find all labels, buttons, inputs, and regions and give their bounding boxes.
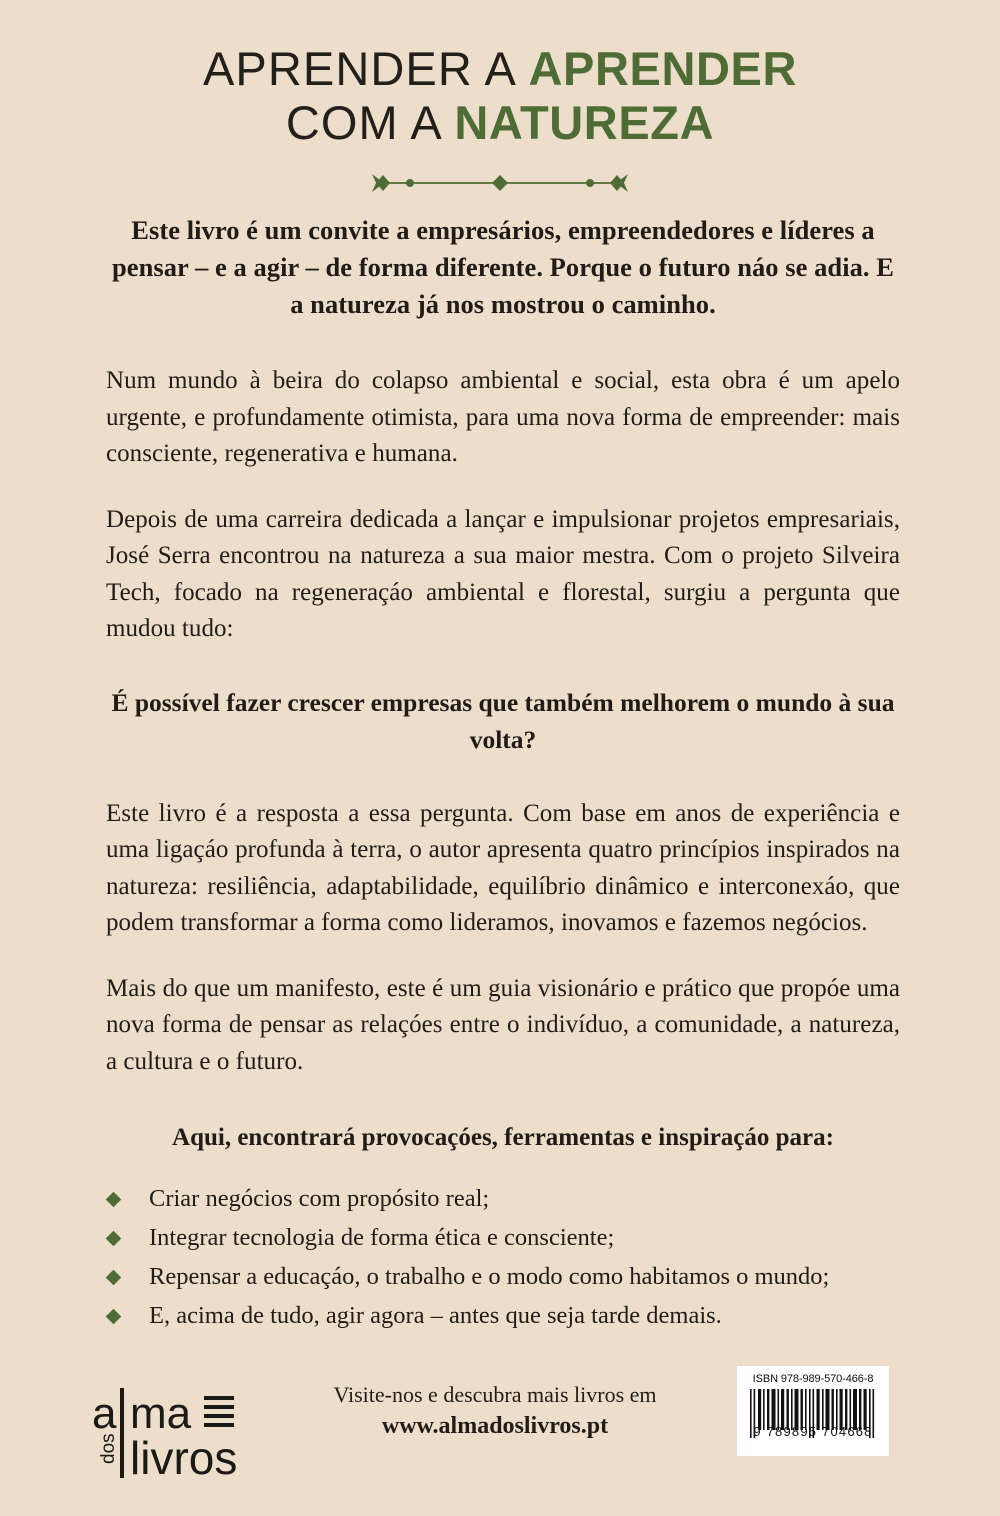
svg-text:a: a bbox=[92, 1389, 117, 1438]
list-item bbox=[106, 1181, 900, 1217]
diamond-bullet-icon bbox=[106, 1192, 122, 1208]
ornament-divider-icon bbox=[370, 170, 630, 196]
benefits-list bbox=[106, 1181, 900, 1334]
book-title bbox=[0, 44, 1000, 148]
body-paragraph-3: Este livro é a resposta a essa pergunta. Com base em anos de experiência e uma ligaçáo profunda à terra, o autor apresenta quatro princípios inspirados na natureza: resiliência, adaptabilidade, equilíbrio dinâmico e interconexáo, que podem transformar a forma como lideramos, inovamos e fazemos negócios. bbox=[106, 799, 900, 936]
isbn-label: ISBN 978-989-570-466-8 bbox=[752, 1373, 874, 1385]
callout-heading: Aqui, encontrará provocaçóes, ferramentas e inspiraçáo para: bbox=[172, 1124, 834, 1151]
svg-text:ma: ma bbox=[130, 1389, 192, 1438]
title-line-2-accent: NATUREZA bbox=[454, 96, 715, 149]
diamond-bullet-icon bbox=[106, 1309, 122, 1325]
body-paragraph-2: Depois de uma carreira dedicada a lançar e impulsionar projetos empresariais, José Serra encontrou na natureza a sua maior mestra. Com o projeto Silveira Tech, focado na regeneraçáo ambiental e florestal, surgiu a pergunta que mudou tudo: bbox=[106, 505, 900, 642]
svg-text:dos: dos bbox=[98, 1433, 119, 1464]
publisher-website-block bbox=[300, 1380, 690, 1442]
website-url[interactable]: www.almadoslivros.pt bbox=[381, 1413, 609, 1439]
body-paragraph-1: Num mundo à beira do colapso ambiental e social, esta obra é um apelo urgente, e profundamente otimista, para uma nova forma de empreender: mais consciente, regenerativa e humana. bbox=[106, 367, 900, 467]
lead-paragraph: Este livro é um convite a empresários, empreendedores e líderes a pensar – e a agir – de forma diferente. Porque o futuro náo se adia. E a natureza já nos mostrou o caminho. bbox=[111, 215, 895, 319]
list-item-label: E, acima de tudo, agir agora – antes que seja tarde demais. bbox=[149, 1302, 722, 1329]
publisher-logo-icon bbox=[92, 1380, 252, 1485]
title-line-2-plain: COM A bbox=[285, 96, 455, 149]
list-item bbox=[106, 1259, 900, 1295]
list-item-label: Criar negócios com propósito real; bbox=[149, 1185, 490, 1212]
body-paragraph-4: Mais do que um manifesto, este é um guia visionário e prático que propóe uma nova forma de pensar as relaçóes entre o indivíduo, a comunidade, a natureza, a cultura e o futuro. bbox=[106, 974, 900, 1075]
list-item-label: Repensar a educaçáo, o trabalho e o modo como habitamos o mundo; bbox=[149, 1263, 830, 1290]
diamond-bullet-icon bbox=[106, 1270, 122, 1286]
title-line-1-plain: APRENDER A bbox=[202, 42, 529, 95]
list-item bbox=[106, 1220, 900, 1256]
diamond-bullet-icon bbox=[106, 1231, 122, 1247]
title-line-2 bbox=[0, 98, 1000, 148]
highlight-question: É possível fazer crescer empresas que também melhorem o mundo à sua volta? bbox=[111, 687, 895, 754]
barcode-panel bbox=[737, 1366, 889, 1456]
ean-digits: 9 789895 704668 bbox=[753, 1424, 873, 1439]
blurb-content bbox=[106, 212, 900, 1337]
website-intro-text: Visite-nos e descubra mais livros em bbox=[333, 1382, 657, 1407]
list-item-label: Integrar tecnologia de forma ética e consciente; bbox=[149, 1224, 615, 1251]
svg-text:livros: livros bbox=[130, 1432, 238, 1484]
list-item bbox=[106, 1298, 900, 1334]
title-line-1 bbox=[0, 44, 1000, 94]
title-line-1-accent: APRENDER bbox=[528, 42, 798, 95]
cover-footer bbox=[0, 1356, 1000, 1516]
